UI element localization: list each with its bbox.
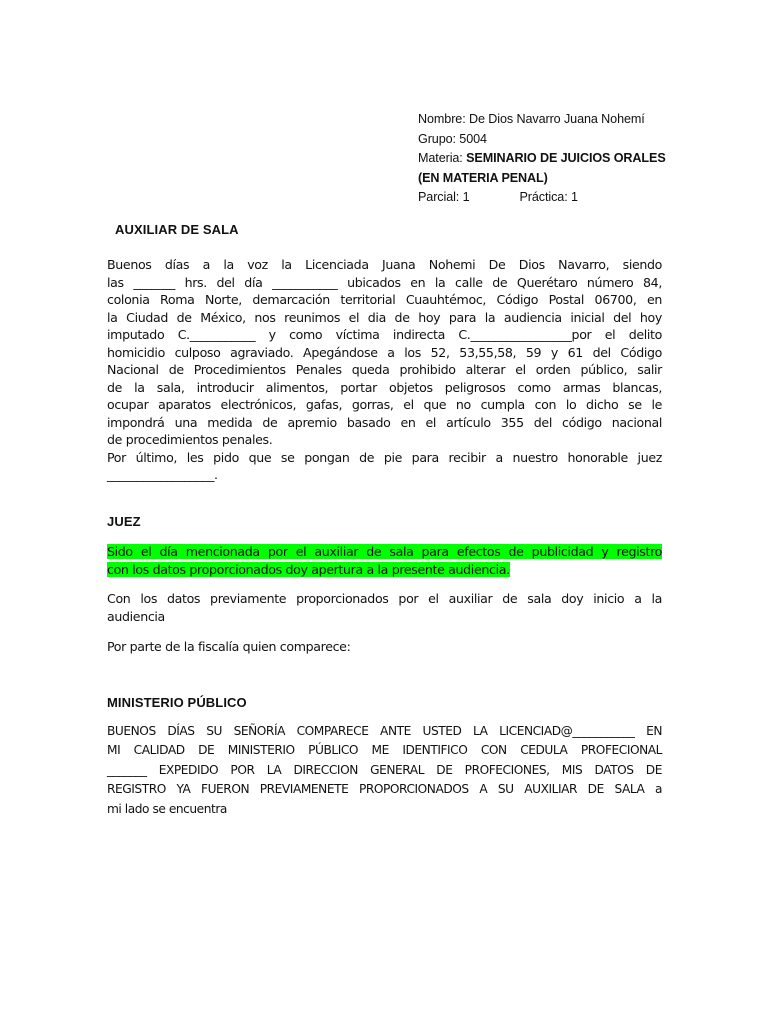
student-info [418,110,718,208]
ministerio-line: _______ EXPEDIDO POR LA DIRECCION GENERAL DE PROFECIONES, MIS DATOS DE [107,762,662,777]
auxiliar-line: Nacional de Procedimientos Penales queda prohibido alterar el orden público, salir [107,362,662,377]
ministerio-line: BUENOS DÍAS SU SEÑORÍA COMPARECE ANTE USTED LA LICENCIAD@___________ EN [107,724,662,738]
juez-paragraph [107,590,662,625]
ministerio-line: mi lado se encuentra [107,801,227,816]
ministerio-line: MI CALIDAD DE MINISTERIO PÚBLICO ME IDENTIFICO CON CEDULA PROFECIONAL [107,743,662,758]
auxiliar-line: homicidio culposo agraviado. Apegándose a los 52, 53,55,58, 59 y 61 del Código [107,344,662,360]
partial-practice [418,188,718,208]
juez-line: Con los datos previamente proporcionados por el auxiliar de sala doy inicio a la [107,591,662,606]
ministerio-line: REGISTRO YA FUERON PREVIAMENETE PROPORCIONADOS A SU AUXILIAR DE SALA a [107,782,662,797]
heading-ministerio: MINISTERIO PÚBLICO [107,695,247,710]
auxiliar-line: Buenos días a la voz la Licenciada Juana Nohemi De Dios Navarro, siendo [107,257,662,272]
auxiliar-line: de la sala, introducir alimentos, portar objetos peligrosos como armas blancas, [107,379,662,395]
auxiliar-paragraph [107,256,662,484]
partial: Parcial: 1 [418,190,470,204]
practice: Práctica: 1 [519,190,578,204]
subject-value: SEMINARIO DE JUICIOS ORALES [466,151,666,165]
auxiliar-line: Por último, les pido que se pongan de pie para recibir a nuestro honorable juez [107,449,662,465]
auxiliar-line: ocupar aparatos electrónicos, gafas, gorras, el que no cumpla con lo dicho se le [107,397,662,412]
highlighted-text: Sido el día mencionada por el auxiliar de sala para efectos de publicidad y registro [107,544,662,559]
subject [418,149,718,169]
auxiliar-line: impondrá una medida de apremio basado en el artículo 355 del código nacional [107,414,662,430]
subject-value-continued: (EN MATERIA PENAL) [418,170,548,185]
ministerio-paragraph [107,722,662,819]
student-group: Grupo: 5004 [418,131,487,146]
juez-highlighted-paragraph [107,543,662,578]
auxiliar-line: la Ciudad de México, nos reunimos el dia de hoy para la audiencia inicial del hoy [107,309,662,325]
auxiliar-line: las _______ hrs. del día ___________ ubicados en la calle de Querétaro número 84, [107,274,662,290]
fiscalia-line: Por parte de la fiscalía quien comparece: [107,639,351,654]
heading-auxiliar: AUXILIAR DE SALA [115,222,239,237]
student-name: Nombre: De Dios Navarro Juana Nohemí [418,112,645,126]
auxiliar-line: de procedimientos penales. [107,432,273,447]
highlighted-text: con los datos proporcionados doy apertura a la presente audiencia. [107,561,510,577]
heading-juez: JUEZ [107,514,141,529]
auxiliar-line: __________________. [107,467,218,482]
auxiliar-line: colonia Roma Norte, demarcación territorial Cuauhtémoc, Código Postal 06700, en [107,292,662,307]
subject-label: Materia: [418,151,467,165]
auxiliar-line: imputado C.___________ y como víctima indirecta C._________________por el delito [107,327,662,342]
juez-line: audiencia [107,608,165,624]
juez-highlight-line [107,543,662,561]
juez-highlight-line [107,561,662,579]
